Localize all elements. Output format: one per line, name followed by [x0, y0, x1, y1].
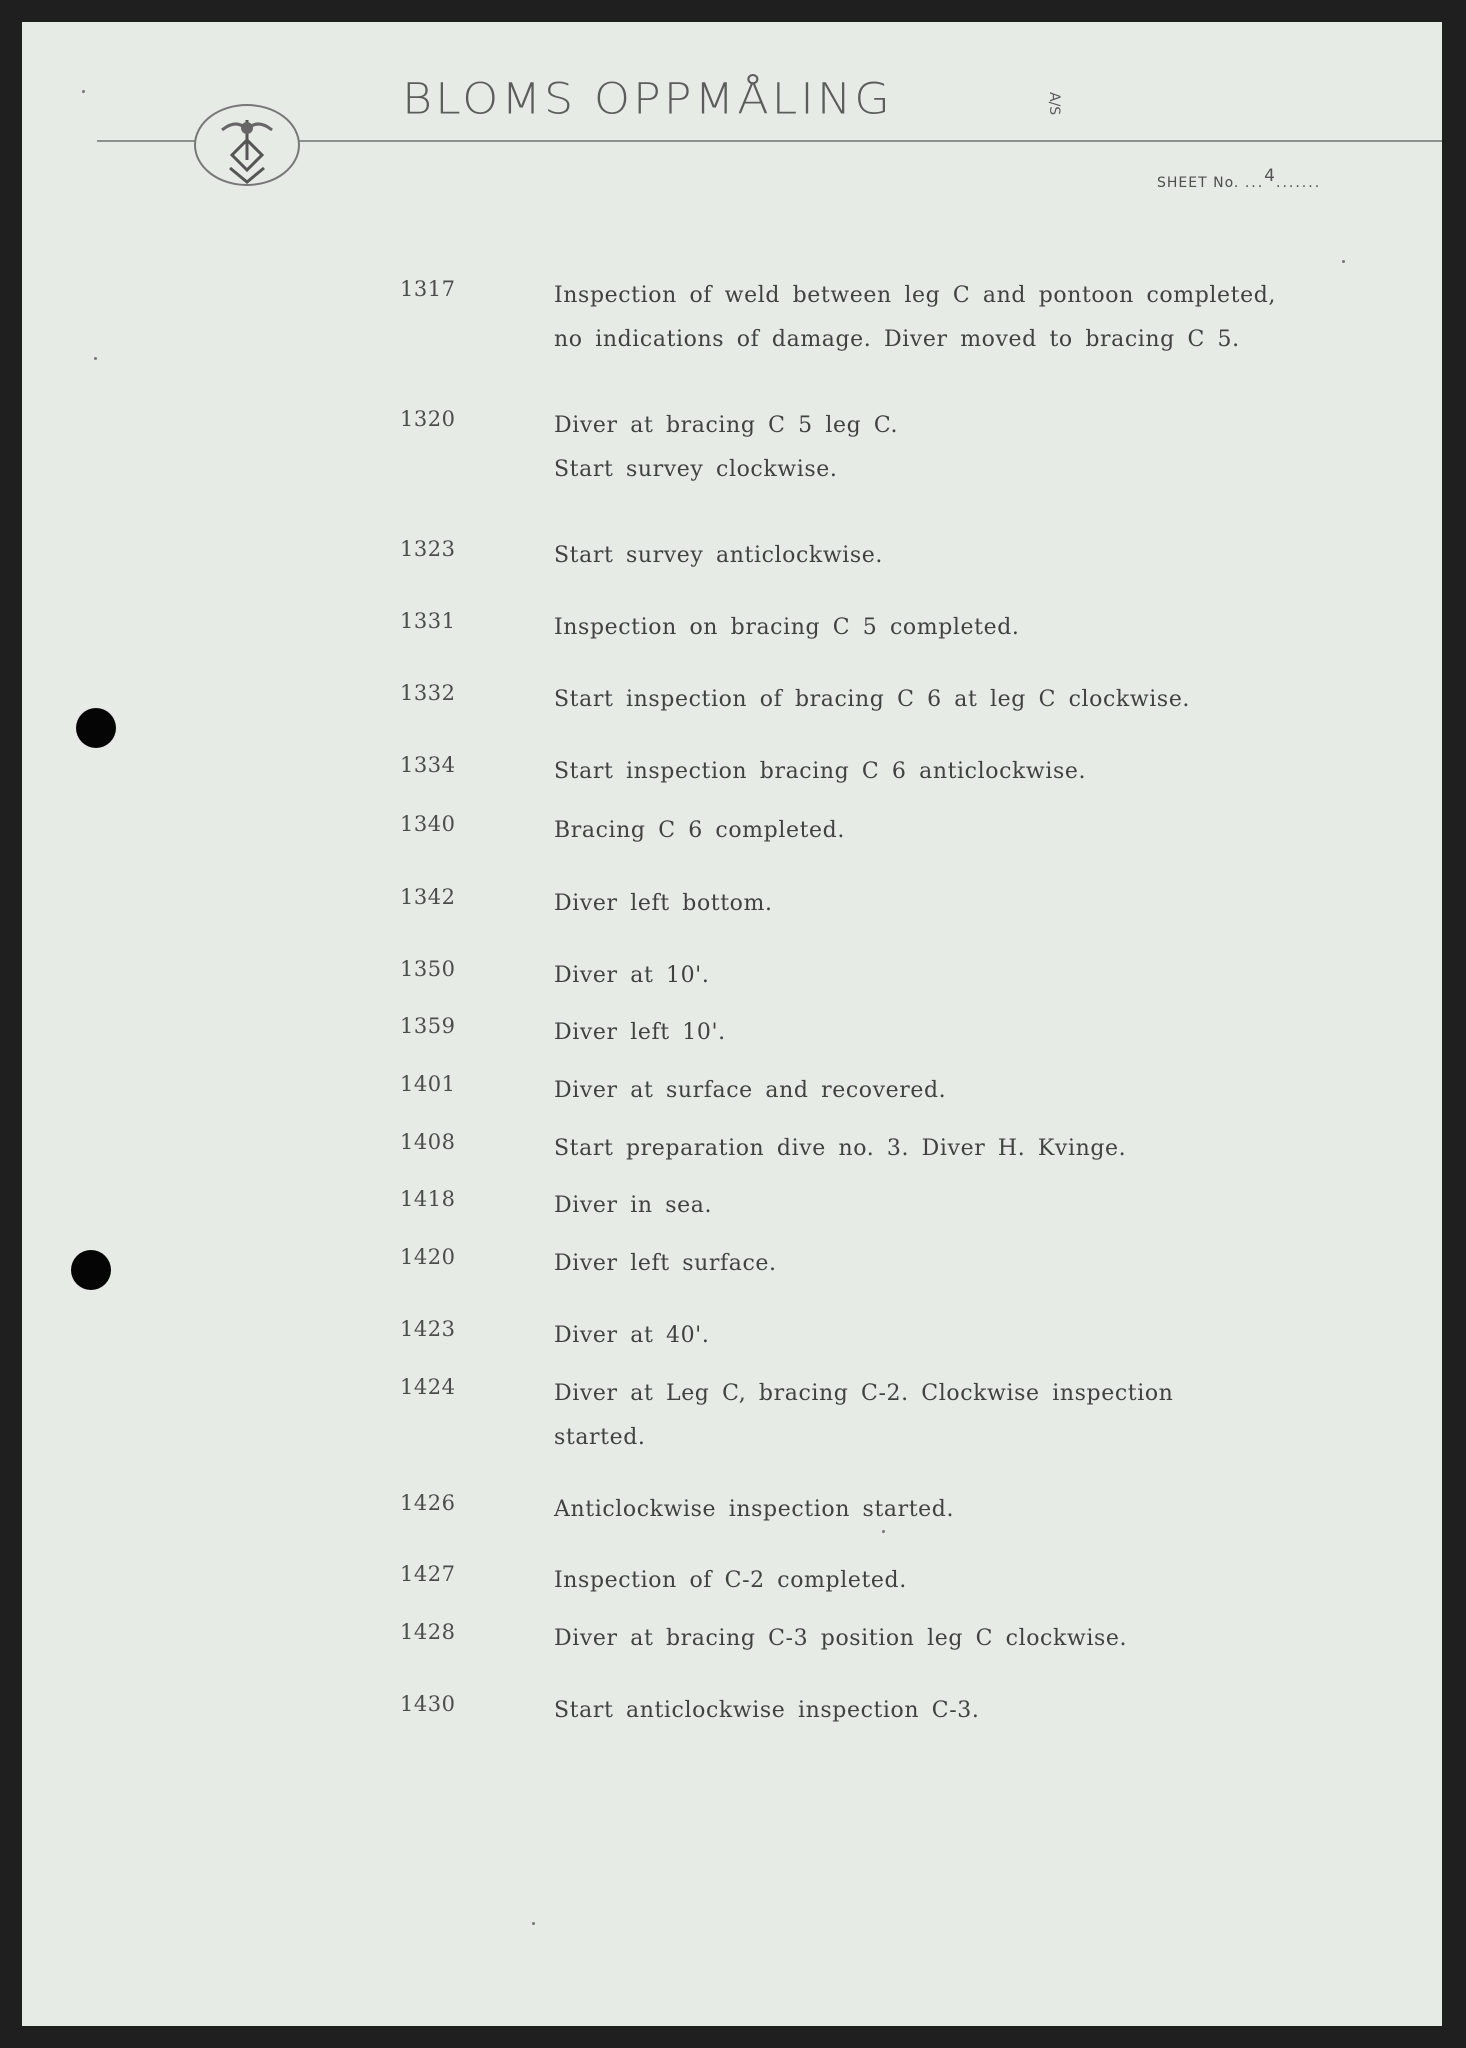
log-entry-time: 1408 — [400, 1130, 456, 1154]
log-entry-time: 1423 — [400, 1317, 456, 1341]
log-entry-time: 1320 — [400, 407, 456, 431]
log-entry-text — [554, 1559, 1374, 1603]
log-entry-time: 1427 — [400, 1562, 456, 1586]
log-entry-text — [554, 678, 1374, 722]
log-entry-time: 1342 — [400, 885, 456, 909]
log-entry-line: Start inspection of bracing C 6 at leg C clockwise. — [554, 687, 1191, 712]
log-entry-time: 1334 — [400, 753, 456, 777]
log-entry-text — [554, 882, 1374, 926]
log-entry-time: 1430 — [400, 1692, 456, 1716]
log-entry-line: Start inspection bracing C 6 anticlockwise. — [554, 759, 1087, 784]
log-entry-line: Inspection of weld between leg C and pontoon completed, — [554, 283, 1276, 308]
log-entry-line: Diver at surface and recovered. — [554, 1078, 947, 1103]
log-entry-text — [554, 1011, 1374, 1055]
log-entry-text — [554, 606, 1374, 650]
document-page — [22, 22, 1442, 2026]
sheet-dots: ....... — [1276, 175, 1322, 191]
log-entry-text — [554, 809, 1374, 853]
log-entry-time: 1426 — [400, 1491, 456, 1515]
log-entry-time: 1418 — [400, 1187, 456, 1211]
log-entry-text — [554, 1488, 1374, 1532]
log-entry-line: Diver at bracing C 5 leg C. — [554, 413, 899, 438]
log-entry-time: 1350 — [400, 957, 456, 981]
log-entry-line: Start preparation dive no. 3. Diver H. Kvinge. — [554, 1136, 1127, 1161]
company-name: BLOMS OPPMÅLING — [402, 74, 893, 124]
log-entry-line: Bracing C 6 completed. — [554, 818, 845, 843]
company-suffix: A/S — [1046, 92, 1062, 116]
sheet-label: SHEET No. — [1157, 175, 1240, 191]
punch-hole-bottom — [71, 1250, 111, 1290]
log-entry-text — [554, 1069, 1374, 1113]
sheet-number: 4 — [1264, 166, 1276, 186]
sheet-number-field: SHEET No. ...4....... — [1157, 166, 1322, 191]
log-entry-time: 1331 — [400, 609, 456, 633]
log-entry-line: Diver left bottom. — [554, 891, 773, 916]
log-entry-text — [554, 274, 1374, 362]
log-entry-text — [554, 1617, 1374, 1661]
log-entry-time: 1420 — [400, 1245, 456, 1269]
log-entry-time: 1317 — [400, 277, 456, 301]
log-entry-line: Start anticlockwise inspection C-3. — [554, 1698, 980, 1723]
log-entry-line: Diver in sea. — [554, 1193, 713, 1218]
log-entry-line: started. — [554, 1425, 646, 1450]
log-entry-text — [554, 1242, 1374, 1286]
log-entry-time: 1428 — [400, 1620, 456, 1644]
log-entries — [22, 22, 1442, 2026]
log-entry-time: 1332 — [400, 681, 456, 705]
log-entry-time: 1359 — [400, 1014, 456, 1038]
log-entry-line: Diver at 10'. — [554, 963, 710, 988]
log-entry-line: Anticlockwise inspection started. — [554, 1497, 955, 1522]
log-entry-time: 1401 — [400, 1072, 456, 1096]
log-entry-text — [554, 1689, 1374, 1733]
log-entry-text — [554, 1314, 1374, 1358]
punch-hole-top — [76, 708, 116, 748]
log-entry-text — [554, 750, 1374, 794]
log-entry-line: Diver at bracing C-3 position leg C clockwise. — [554, 1626, 1128, 1651]
log-entry-line: Diver left surface. — [554, 1251, 777, 1276]
log-entry-line: Start survey clockwise. — [554, 457, 838, 482]
log-entry-text — [554, 534, 1374, 578]
log-entry-text — [554, 1127, 1374, 1171]
log-entry-text — [554, 1372, 1374, 1460]
log-entry-line: Diver at Leg C, bracing C-2. Clockwise inspection — [554, 1381, 1174, 1406]
log-entry-text — [554, 404, 1374, 492]
log-entry-line: Diver left 10'. — [554, 1020, 726, 1045]
log-entry-line: Diver at 40'. — [554, 1323, 710, 1348]
log-entry-time: 1323 — [400, 537, 456, 561]
log-entry-text — [554, 1184, 1374, 1228]
log-entry-line: Inspection on bracing C 5 completed. — [554, 615, 1020, 640]
log-entry-line: no indications of damage. Diver moved to bracing C 5. — [554, 327, 1240, 352]
log-entry-time: 1340 — [400, 812, 456, 836]
log-entry-line: Start survey anticlockwise. — [554, 543, 884, 568]
log-entry-line: Inspection of C-2 completed. — [554, 1568, 907, 1593]
log-entry-time: 1424 — [400, 1375, 456, 1399]
log-entry-text — [554, 954, 1374, 998]
